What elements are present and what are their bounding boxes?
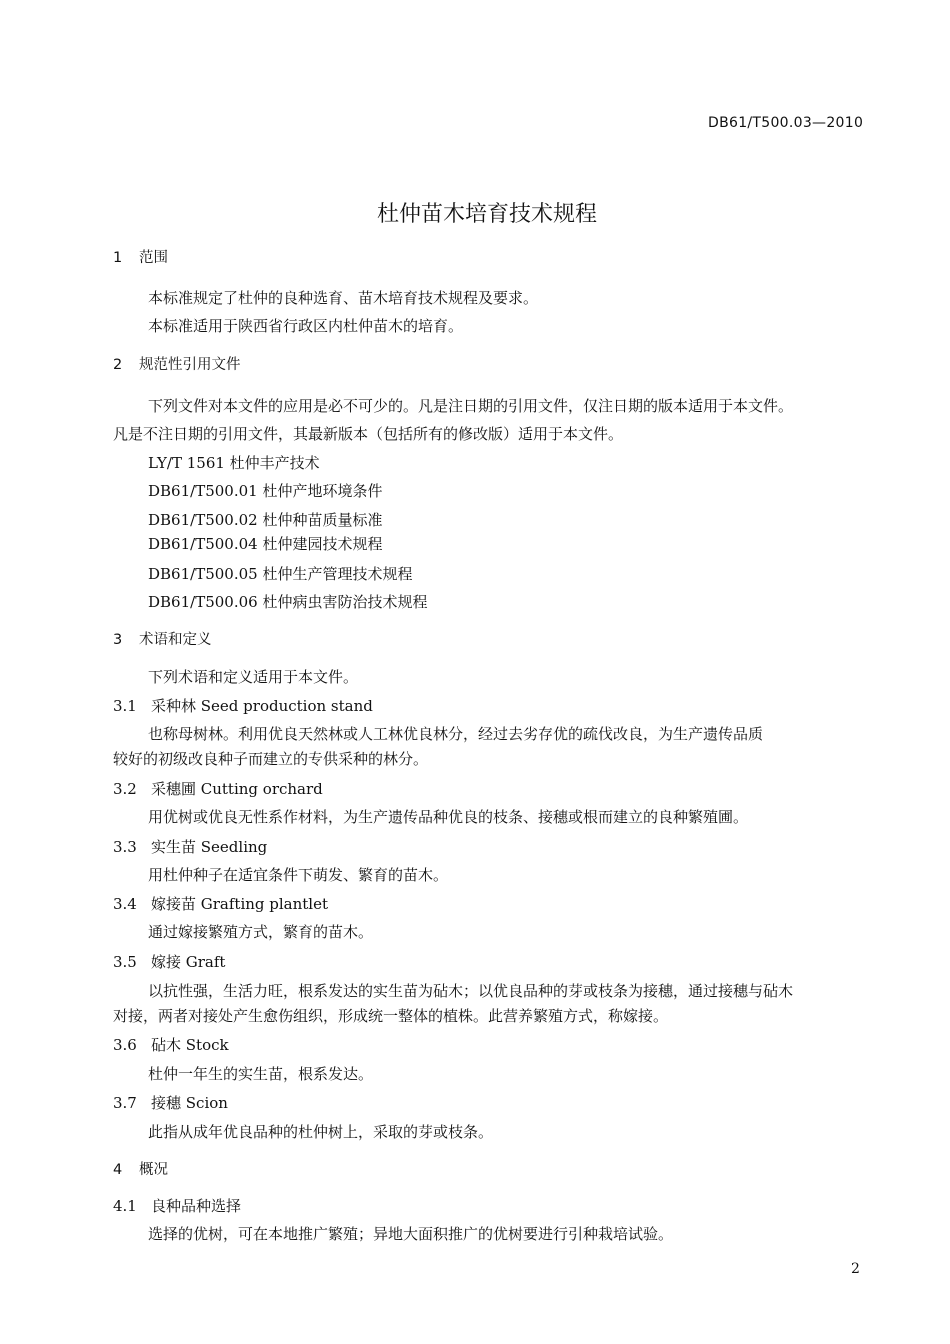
- term-3-1-definition-line-2: 较好的初级改良种子而建立的专供采种的林分。: [113, 750, 429, 768]
- section-3-number: 3: [113, 632, 123, 648]
- section-2-title: 规范性引用文件: [139, 357, 241, 373]
- term-3-2-heading: [113, 778, 323, 799]
- term-3-4-definition: 通过嫁接繁殖方式，繁育的苗木。: [148, 923, 374, 941]
- term-number: 3.1: [113, 697, 137, 715]
- term-3-5-heading: [113, 951, 225, 972]
- term-number: 3.4: [113, 895, 137, 913]
- section-2-intro-line-1: 下列文件对本文件的应用是必不可少的。凡是注日期的引用文件，仅注日期的版本适用于本文件。: [148, 397, 794, 415]
- subsection-number: 4.1: [113, 1197, 137, 1215]
- term-number: 3.7: [113, 1094, 137, 1112]
- section-1-number: 1: [113, 250, 123, 266]
- section-3-heading: [113, 628, 212, 649]
- reference-item: LY/T 1561 杜仲丰产技术: [148, 454, 320, 472]
- section-1-paragraph-1: 本标准规定了杜仲的良种选育、苗木培育技术规程及要求。: [148, 289, 539, 307]
- section-4-title: 概况: [139, 1162, 168, 1178]
- term-3-6-heading: [113, 1034, 229, 1055]
- section-2-intro-line-2: 凡是不注日期的引用文件，其最新版本（包括所有的修改版）适用于本文件。: [113, 425, 624, 443]
- document-code: DB61/T500.03—2010: [708, 115, 864, 131]
- term-title: 嫁接 Graft: [151, 953, 226, 971]
- subsection-4-1-paragraph: 选择的优树，可在本地推广繁殖；异地大面积推广的优树要进行引种栽培试验。: [148, 1225, 674, 1243]
- term-3-3-definition: 用杜仲种子在适宜条件下萌发、繁育的苗木。: [148, 866, 449, 884]
- section-3-title: 术语和定义: [139, 632, 212, 648]
- section-3-intro: 下列术语和定义适用于本文件。: [148, 668, 359, 686]
- reference-item: DB61/T500.04 杜仲建园技术规程: [148, 535, 383, 553]
- term-3-1-heading: [113, 695, 373, 716]
- term-3-2-definition: 用优树或优良无性系作材料，为生产遗传品种优良的枝条、接穗或根而建立的良种繁殖圃。: [148, 808, 749, 826]
- term-3-4-heading: [113, 893, 328, 914]
- reference-item: DB61/T500.02 杜仲种苗质量标准: [148, 511, 383, 529]
- reference-item: DB61/T500.06 杜仲病虫害防治技术规程: [148, 593, 428, 611]
- term-number: 3.5: [113, 953, 137, 971]
- term-3-6-definition: 杜仲一年生的实生苗，根系发达。: [148, 1065, 374, 1083]
- section-1-paragraph-2: 本标准适用于陕西省行政区内杜仲苗木的培育。: [148, 317, 464, 335]
- section-4-heading: [113, 1158, 168, 1179]
- section-2-number: 2: [113, 357, 123, 373]
- term-title: 采穗圃 Cutting orchard: [151, 780, 323, 798]
- reference-item: DB61/T500.01 杜仲产地环境条件: [148, 482, 383, 500]
- term-number: 3.3: [113, 838, 137, 856]
- section-4-number: 4: [113, 1162, 123, 1178]
- page-number: 2: [851, 1261, 860, 1277]
- term-3-1-definition-line-1: 也称母树林。利用优良天然林或人工林优良林分，经过去劣存优的疏伐改良，为生产遗传品质: [148, 725, 764, 743]
- reference-item: DB61/T500.05 杜仲生产管理技术规程: [148, 565, 413, 583]
- term-number: 3.2: [113, 780, 137, 798]
- term-title: 接穗 Scion: [151, 1094, 228, 1112]
- section-2-heading: [113, 353, 241, 374]
- term-3-7-heading: [113, 1092, 228, 1113]
- subsection-4-1-heading: [113, 1195, 241, 1216]
- term-3-3-heading: [113, 836, 267, 857]
- term-title: 采种林 Seed production stand: [151, 697, 373, 715]
- term-number: 3.6: [113, 1036, 137, 1054]
- term-3-5-definition-line-1: 以抗性强，生活力旺，根系发达的实生苗为砧木；以优良品种的芽或枝条为接穗，通过接穗与砧木: [148, 982, 794, 1000]
- term-3-7-definition: 此指从成年优良品种的杜仲树上，采取的芽或枝条。: [148, 1123, 494, 1141]
- term-title: 实生苗 Seedling: [151, 838, 268, 856]
- section-1-title: 范围: [139, 250, 168, 266]
- section-1-heading: [113, 246, 168, 267]
- subsection-title: 良种品种选择: [151, 1197, 242, 1215]
- term-3-5-definition-line-2: 对接，两者对接处产生愈伤组织，形成统一整体的植株。此营养繁殖方式，称嫁接。: [113, 1007, 669, 1025]
- term-title: 砧木 Stock: [151, 1036, 229, 1054]
- term-title: 嫁接苗 Grafting plantlet: [151, 895, 329, 913]
- document-title: 杜仲苗木培育技术规程: [376, 202, 597, 227]
